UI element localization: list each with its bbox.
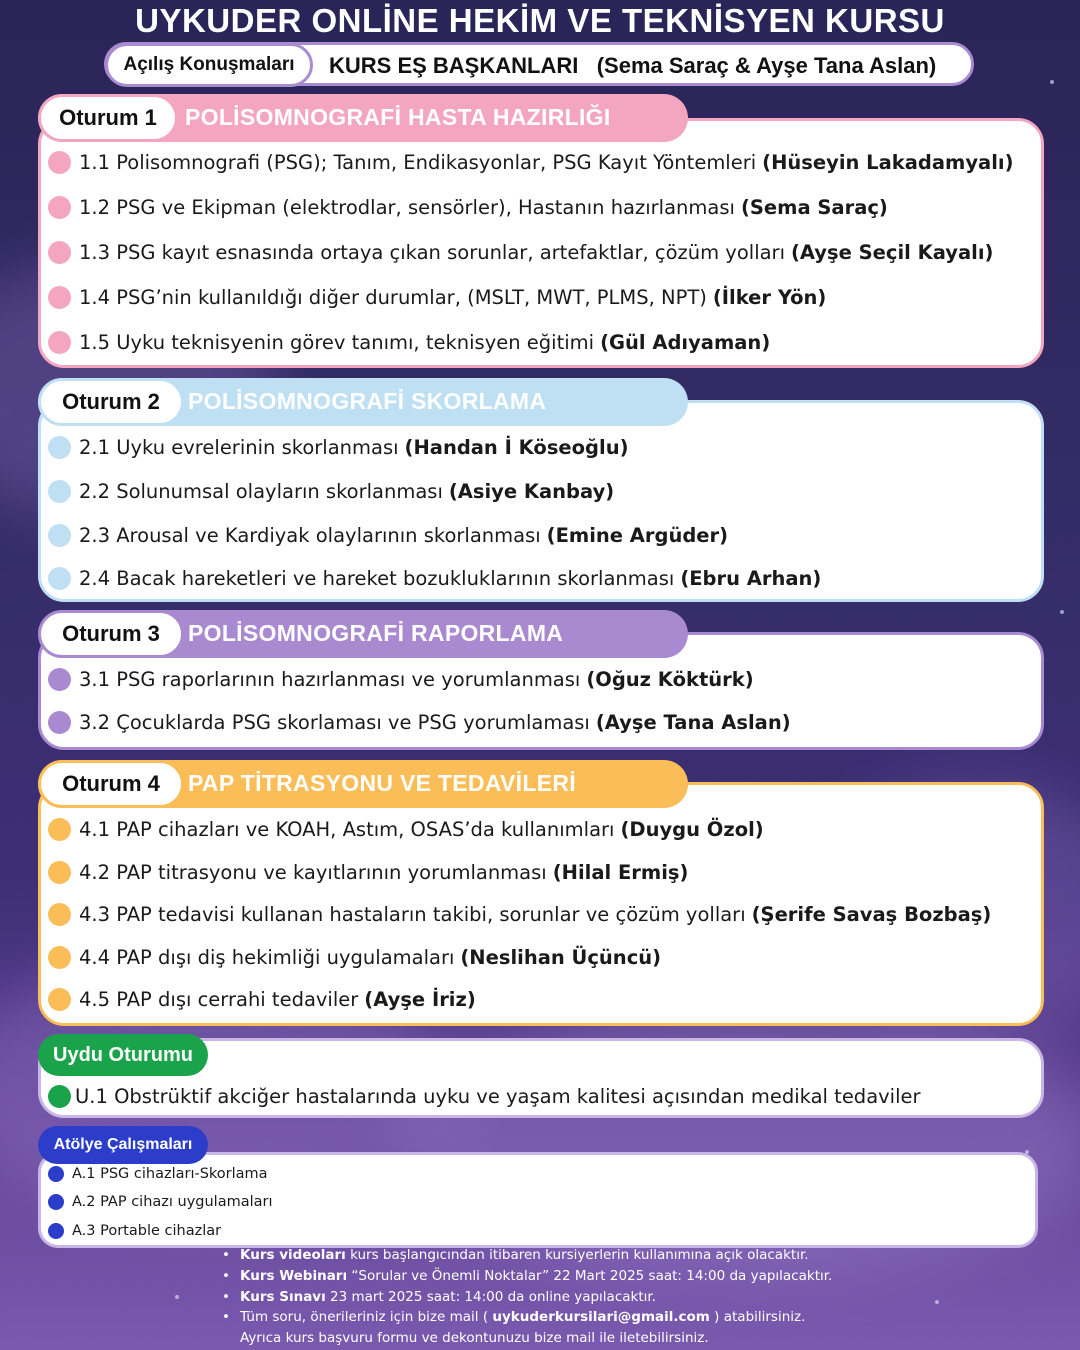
speaker: (Oğuz Köktürk) [586,668,754,691]
speaker: (Ayşe Seçil Kayalı) [791,241,994,264]
bullet-dot [48,524,71,547]
bullet-dot [48,1194,64,1210]
list-item: 2.3 Arousal ve Kardiyak olaylarının skorlanması (Emine Argüder) [48,524,728,547]
atolye-session [38,1126,1038,1248]
session-2 [38,378,1044,602]
bullet: • [222,1288,230,1305]
session-1 [38,94,1044,368]
bullet-dot [48,861,71,884]
list-item: 4.4 PAP dışı diş hekimliği uygulamaları (Neslihan Üçüncü) [48,946,661,969]
note-item: • Kurs Sınavı 23 mart 2025 saat: 14:00 da online yapılacaktır. [222,1287,832,1308]
bullet-dot [48,1166,64,1182]
bullet-dot [48,480,71,503]
speaker: (Hilal Ermiş) [552,861,689,884]
session-header [38,760,688,808]
bullet-dot [48,151,71,174]
speaker: (Ayşe İriz) [364,988,476,1011]
session-title: POLİSOMNOGRAFİ HASTA HAZIRLIĞI [185,104,611,130]
session-header [38,610,688,658]
opening-bar [104,42,974,86]
star [1060,610,1064,614]
session-label: Oturum 2 [38,378,184,426]
session-header [38,94,688,142]
bullet-dot [48,988,71,1011]
list-item: 3.2 Çocuklarda PSG skorlaması ve PSG yorumlaması (Ayşe Tana Aslan) [48,711,791,734]
speaker: (Emine Argüder) [546,524,729,547]
session-title: PAP TİTRASYONU VE TEDAVİLERİ [188,770,576,796]
speaker: (Duygu Özol) [620,818,764,841]
bullet-dot [48,1223,64,1239]
speaker: (Handan İ Köseoğlu) [404,436,629,459]
bullet-dot [48,818,71,841]
bullet-dot [48,567,71,590]
speaker: (İlker Yön) [712,286,827,309]
session-label: Oturum 4 [38,760,184,808]
bullet-dot [48,241,71,264]
session-label: Atölye Çalışmaları [38,1126,208,1164]
list-item: 4.3 PAP tedavisi kullanan hastaların takibi, sorunlar ve çözüm yolları (Şerife Savaş Bozbaş) [48,903,991,926]
bullet: • [222,1309,230,1326]
list-item: A.3 Portable cihazlar [48,1223,221,1239]
speaker: (Sema Saraç) [740,196,888,219]
bullet-dot [48,1085,71,1108]
session-header [38,378,688,426]
co-chairs [329,53,936,79]
speaker: (Ayşe Tana Aslan) [595,711,791,734]
list-item: U.1 Obstrüktif akciğer hastalarında uyku ve yaşam kalitesi açısından medikal tedaviler [48,1085,921,1108]
contact-email[interactable]: uykuderkursilari@gmail.com [492,1309,710,1326]
star [175,1295,179,1299]
list-item: 4.5 PAP dışı cerrahi tedaviler (Ayşe İriz) [48,988,476,1011]
bullet-dot [48,196,71,219]
list-item: 1.2 PSG ve Ekipman (elektrodlar, sensörler), Hastanın hazırlanması (Sema Saraç) [48,196,888,219]
session-title: POLİSOMNOGRAFİ SKORLAMA [188,388,547,414]
speaker: (Hüseyin Lakadamyalı) [762,151,1014,174]
star [1050,80,1054,84]
bullet-dot [48,711,71,734]
speaker: (Şerife Savaş Bozbaş) [751,903,992,926]
list-item: 4.1 PAP cihazları ve KOAH, Astım, OSAS’da kullanımları (Duygu Özol) [48,818,764,841]
session-title: POLİSOMNOGRAFİ RAPORLAMA [188,620,564,646]
bullet-dot [48,286,71,309]
bullet-dot [48,436,71,459]
bullet-dot [48,331,71,354]
list-item: 2.2 Solunumsal olayların skorlanması (Asiye Kanbay) [48,480,614,503]
note-item: • Tüm soru, önerileriniz için bize mail ( uykuderkursilari@gmail.com ) atabilirsiniz. [222,1307,832,1328]
session-label: Oturum 3 [38,610,184,658]
page-title: UYKUDER ONLİNE HEKİM VE TEKNİSYEN KURSU [135,2,945,39]
note-item: • Kurs videoları kurs başlangıcından itibaren kursiyerlerin kullanımına açık olacaktır. [222,1245,832,1266]
opening-label: Açılış Konuşmaları [105,43,313,87]
list-item: 2.1 Uyku evrelerinin skorlanması (Handan İ Köseoğlu) [48,436,628,459]
session-3 [38,610,1044,750]
session-label: Uydu Oturumu [38,1034,208,1076]
session-4 [38,760,1044,1026]
uydu-session [38,1034,1044,1118]
list-item: 1.3 PSG kayıt esnasında ortaya çıkan sorunlar, artefaktlar, çözüm yolları (Ayşe Seçil Kayalı) [48,241,993,264]
bullet: • [222,1267,230,1284]
speaker: (Neslihan Üçüncü) [460,946,662,969]
co-chairs-label: KURS EŞ BAŞKANLARI [329,53,579,78]
star [935,1300,939,1304]
list-item: 4.2 PAP titrasyonu ve kayıtlarının yorumlanması (Hilal Ermiş) [48,861,688,884]
list-item: 1.4 PSG’nin kullanıldığı diğer durumlar, (MSLT, MWT, PLMS, NPT) (İlker Yön) [48,286,826,309]
note-item: Ayrıca kurs başvuru formu ve dekontunuzu bize mail ile iletebilirsiniz. [240,1330,709,1347]
bullet-dot [48,903,71,926]
speaker: (Ebru Arhan) [680,567,822,590]
list-item: 1.5 Uyku teknisyenin görev tanımı, teknisyen eğitimi (Gül Adıyaman) [48,331,770,354]
bullet-dot [48,946,71,969]
bullet-dot [48,668,71,691]
list-item: 1.1 Polisomnografi (PSG); Tanım, Endikasyonlar, PSG Kayıt Yöntemleri (Hüseyin Lakadamyalı) [48,151,1013,174]
notes-list [222,1245,832,1349]
speaker: (Asiye Kanbay) [448,480,615,503]
list-item: A.1 PSG cihazları-Skorlama [48,1166,268,1182]
note-item: • Kurs Webinarı “Sorular ve Önemli Noktalar” 22 Mart 2025 saat: 14:00 da yapılacaktır. [222,1266,832,1287]
bullet: • [222,1247,230,1263]
list-item: 2.4 Bacak hareketleri ve hareket bozukluklarının skorlanması (Ebru Arhan) [48,567,821,590]
list-item: A.2 PAP cihazı uygulamaları [48,1194,273,1210]
session-label: Oturum 1 [38,94,178,142]
co-chairs-names: (Sema Saraç & Ayşe Tana Aslan) [596,53,937,78]
list-item: 3.1 PSG raporlarının hazırlanması ve yorumlanması (Oğuz Köktürk) [48,668,754,691]
speaker: (Gül Adıyaman) [600,331,771,354]
